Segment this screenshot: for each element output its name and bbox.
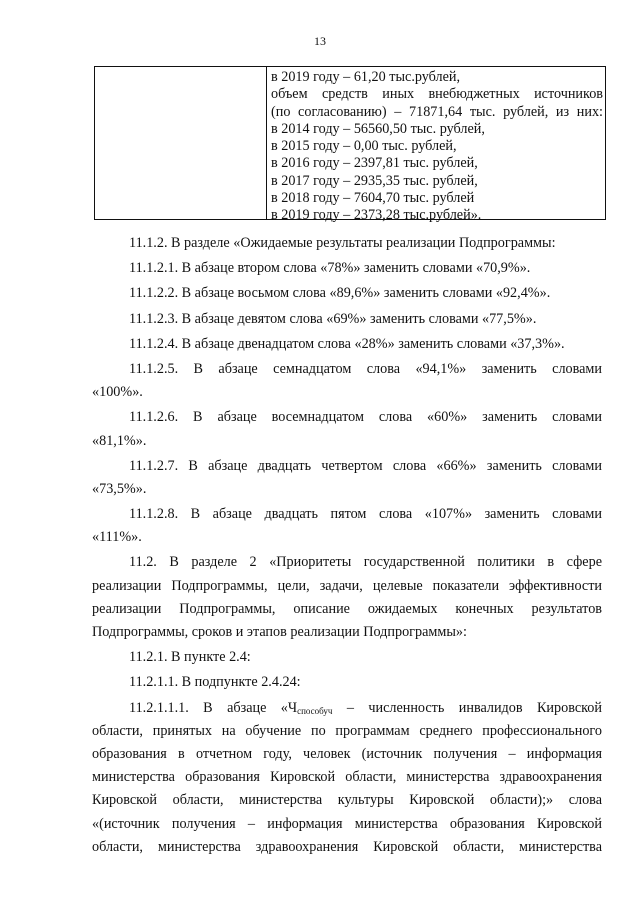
text-fragment: – численность инвалидов Кировской <box>332 699 602 716</box>
paragraph-line: «81,1%». <box>92 432 147 449</box>
paragraph-line: «73,5%». <box>92 480 147 497</box>
paragraph-line: 11.1.2.1. В абзаце втором слова «78%» заменить словами «70,9%». <box>129 260 531 277</box>
paragraph-line: 11.2. В разделе 2 «Приоритеты государственной политики в сфере <box>129 554 602 571</box>
paragraph-line: 11.1.2.6. В абзаце восемнадцатом слова «60%» заменить словами <box>129 409 602 426</box>
paragraph-line: «111%». <box>92 529 142 546</box>
text-fragment: 11.2.1.1.1. В абзаце «Ч <box>129 699 298 716</box>
paragraph <box>92 551 602 644</box>
table-line: в 2014 году – 56560,50 тыс. рублей, <box>271 120 485 137</box>
paragraph-line: министерства образования Кировской области, министерства здравоохранения <box>92 769 602 786</box>
paragraph-line: 11.1.2.2. В абзаце восьмом слова «89,6%» заменить словами «92,4%». <box>129 285 551 302</box>
table-line: в 2019 году – 61,20 тыс.рублей, <box>271 69 461 85</box>
paragraph <box>92 503 602 549</box>
paragraph <box>92 282 602 305</box>
table-line: в 2016 году – 2397,81 тыс. рублей, <box>271 155 478 172</box>
paragraph <box>92 358 602 404</box>
document-body <box>92 232 602 859</box>
paragraph-line: области, министерства здравоохранения Кировской области, министерства <box>92 838 602 855</box>
paragraph-line: Подпрограммы, сроков и этапов реализации Подпрограммы»: <box>92 624 467 640</box>
paragraph-line: 11.1.2. В разделе «Ожидаемые результаты реализации Подпрограммы: <box>129 235 556 251</box>
paragraph <box>92 646 602 669</box>
table-fragment <box>94 66 606 224</box>
paragraph <box>92 257 602 280</box>
table-line: объем средств иных внебюджетных источников <box>271 86 603 103</box>
page-number: 13 <box>314 34 326 48</box>
table-line: в 2015 году – 0,00 тыс. рублей, <box>271 138 457 155</box>
paragraph-line: 11.1.2.8. В абзаце двадцать пятом слова «107%» заменить словами <box>129 506 602 523</box>
table-line: в 2019 году – 2373,28 тыс.рублей». <box>271 207 482 224</box>
paragraph <box>92 406 602 452</box>
paragraph-line: 11.1.2.4. В абзаце двенадцатом слова «28%» заменить словами «37,3%». <box>129 335 565 352</box>
table-column-divider <box>266 67 267 219</box>
table-line: (по согласованию) – 71871,64 тыс. рублей, из них: <box>271 103 603 120</box>
paragraph-line: образования в отчетном году, человек (источник получения – информация <box>92 745 602 762</box>
paragraph-line: 11.1.2.7. В абзаце двадцать четвертом слова «66%» заменить словами <box>129 457 602 474</box>
table-cell-funding <box>271 69 603 225</box>
paragraph-line: области, принятых на обучение по программам среднего профессионального <box>92 722 602 739</box>
table-line: в 2017 году – 2935,35 тыс. рублей, <box>271 172 478 189</box>
paragraph <box>92 232 602 255</box>
paragraph-line: 11.1.2.3. В абзаце девятом слова «69%» заменить словами «77,5%». <box>129 310 537 327</box>
paragraph-line: 11.2.1.1. В подпункте 2.4.24: <box>129 674 301 691</box>
paragraph <box>92 333 602 356</box>
paragraph <box>92 455 602 501</box>
subscript-text: способуч <box>297 705 333 716</box>
paragraph-line: «100%». <box>92 384 143 401</box>
paragraph-line: 11.1.2.5. В абзаце семнадцатом слова «94,1%» заменить словами <box>129 360 602 377</box>
paragraph-line: реализации Подпрограммы, цели, задачи, целевые показатели эффективности <box>92 577 602 594</box>
paragraph <box>92 671 602 694</box>
paragraph-line-with-subscript <box>92 697 602 720</box>
paragraph <box>92 697 602 859</box>
paragraph-line: реализации Подпрограммы, описание ожидаемых конечных результатов <box>92 600 602 617</box>
paragraph-line: «(источник получения – информация министерства образования Кировской <box>92 815 602 832</box>
paragraph-line: Кировской области, министерства культуры Кировской области);» слова <box>92 792 602 809</box>
paragraph <box>92 308 602 331</box>
paragraph-line: 11.2.1. В пункте 2.4: <box>129 649 251 666</box>
table-line: в 2018 году – 7604,70 тыс. рублей <box>271 190 475 207</box>
